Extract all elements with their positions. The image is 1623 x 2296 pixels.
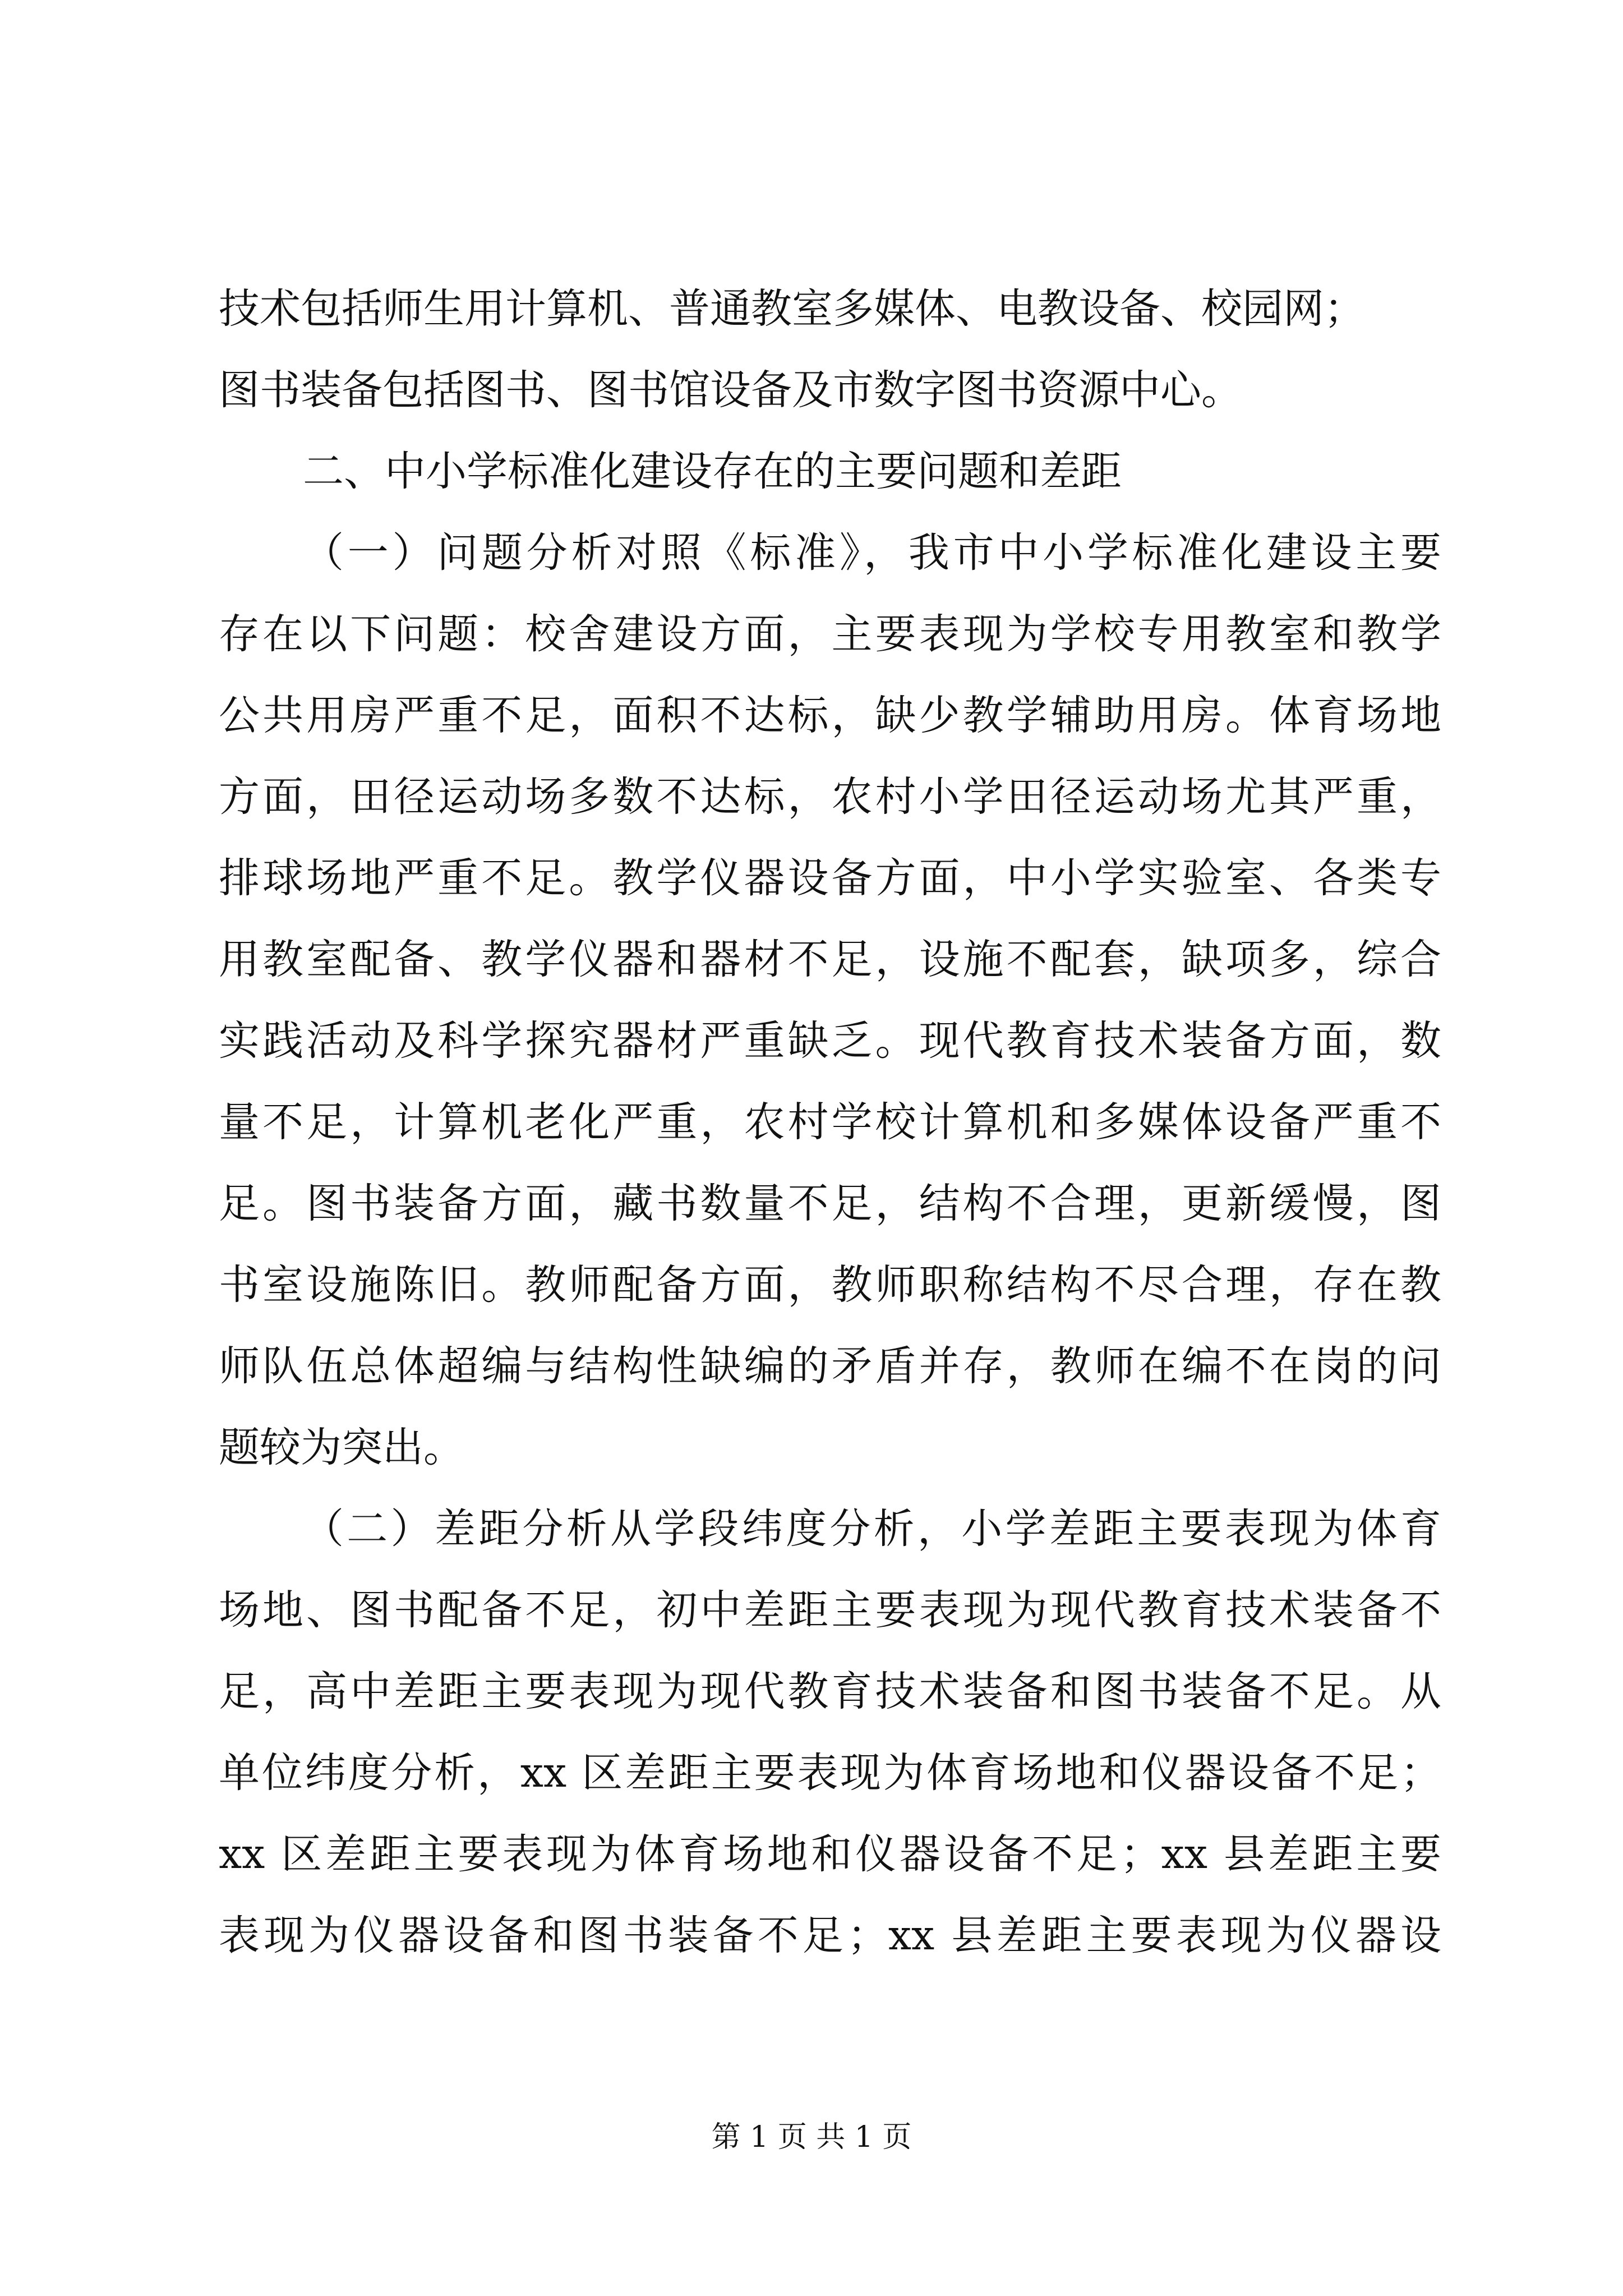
text-line-10: 实践活动及科学探究器材严重缺乏。现代教育技术装备方面，数 — [219, 1017, 1441, 1065]
text-line-9: 用教室配备、教学仪器和器材不足，设施不配套，缺项多，综合 — [219, 936, 1441, 983]
text-line-18: 足，高中差距主要表现为现代教育技术装备和图书装备不足。从 — [219, 1668, 1441, 1715]
text-line-12: 足。图书装备方面，藏书数量不足，结构不合理，更新缓慢，图 — [219, 1180, 1441, 1227]
text-line-19: 单位纬度分析，xx 区差距主要表现为体育场地和仪器设备不足； — [219, 1749, 1441, 1797]
text-line-15: 题较为突出。 — [219, 1424, 464, 1471]
text-line-1: 技术包括师生用计算机、普通教室多媒体、电教设备、校园网； — [219, 285, 1365, 333]
text-line-20: xx 区差距主要表现为体育场地和仪器设备不足；xx 县差距主要 — [219, 1830, 1441, 1878]
page-footer: 第 1 页 共 1 页 — [711, 2120, 912, 2154]
section-heading-2: 二、中小学标准化建设存在的主要问题和差距 — [303, 448, 1122, 495]
text-line-14: 师队伍总体超编与结构性缺编的矛盾并存，教师在编不在岗的问 — [219, 1342, 1441, 1390]
text-line-13: 书室设施陈旧。教师配备方面，教师职称结构不尽合理，存在教 — [219, 1261, 1441, 1309]
text-line-6: 公共用房严重不足，面积不达标，缺少教学辅助用房。体育场地 — [219, 692, 1441, 739]
document-body — [219, 268, 1441, 1976]
subsection-heading-2-line: （二）差距分析从学段纬度分析，小学差距主要表现为体育 — [303, 1505, 1441, 1553]
text-line-5: 存在以下问题：校舍建设方面，主要表现为学校专用教室和教学 — [219, 610, 1441, 658]
text-line-11: 量不足，计算机老化严重，农村学校计算机和多媒体设备严重不 — [219, 1098, 1441, 1146]
text-line-8: 排球场地严重不足。教学仪器设备方面，中小学实验室、各类专 — [219, 854, 1441, 902]
text-line-7: 方面，田径运动场多数不达标，农村小学田径运动场尤其严重， — [219, 773, 1441, 821]
text-line-17: 场地、图书配备不足，初中差距主要表现为现代教育技术装备不 — [219, 1586, 1441, 1634]
text-line-21: 表现为仪器设备和图书装备不足；xx 县差距主要表现为仪器设 — [219, 1912, 1441, 1959]
text-line-2: 图书装备包括图书、图书馆设备及市数字图书资源中心。 — [219, 366, 1242, 414]
subsection-heading-1-line: （一）问题分析对照《标准》，我市中小学标准化建设主要 — [303, 529, 1441, 577]
